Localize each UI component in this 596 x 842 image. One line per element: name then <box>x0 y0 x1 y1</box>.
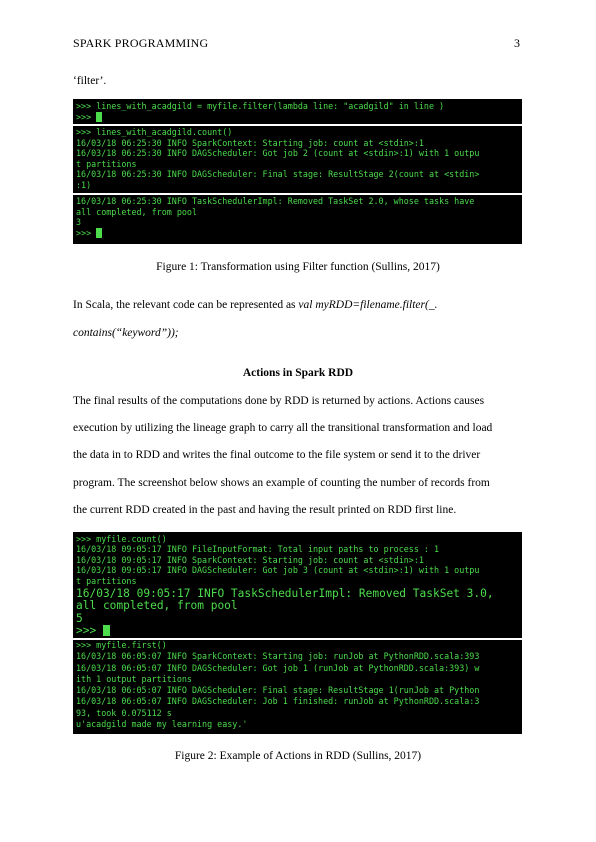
figure2-caption: Figure 2: Example of Actions in RDD (Sullins, 2017) <box>174 750 422 762</box>
terminal-line: t partitions <box>76 575 137 586</box>
figure1-divider <box>73 124 522 126</box>
terminal-line: all completed, from pool <box>76 206 198 217</box>
scala-code-continued: contains(“keyword”)); <box>73 327 179 339</box>
terminal-line: 16/03/18 09:05:17 INFO SparkContext: Starting job: count at <stdin>:1 <box>76 554 424 565</box>
scala-code: val myRDD=filename.filter(_. <box>298 299 438 311</box>
terminal-line: 3 <box>76 217 82 228</box>
figure1-caption: Figure 1: Transformation using Filter function (Sullins, 2017) <box>156 261 440 273</box>
terminal-line: 16/03/18 06:25:30 INFO DAGScheduler: Got job 2 (count at <stdin>:1) with 1 outpu <box>76 148 480 159</box>
body-line: the data in to RDD and writes the final outcome to the file system or send it to the driver <box>73 449 481 461</box>
figure2-block1 <box>76 534 479 586</box>
cursor-icon <box>96 228 102 238</box>
terminal-line: 16/03/18 09:05:17 INFO FileInputFormat: Total input paths to process : 1 <box>76 544 440 555</box>
cursor-icon <box>103 625 110 636</box>
terminal-line: 16/03/18 06:05:07 INFO DAGScheduler: Job 1 finished: runJob at PythonRDD.scala:3 <box>76 696 480 707</box>
terminal-line: >>> lines_with_acadgild = myfile.filter(lambda line: "acadgild" in line ) <box>76 101 445 111</box>
terminal-line: 16/03/18 06:05:07 INFO DAGScheduler: Final stage: ResultStage 1(runJob at Python <box>76 685 480 696</box>
page-number: 3 <box>514 36 520 50</box>
terminal-line: 16/03/18 06:05:07 INFO SparkContext: Starting job: runJob at PythonRDD.scala:393 <box>76 651 480 662</box>
body-line: program. The screenshot below shows an example of counting the number of records from <box>73 477 490 489</box>
figure1-block1 <box>76 101 444 122</box>
terminal-prompt: >>> <box>76 112 444 123</box>
terminal-line: 16/03/18 06:25:30 INFO DAGScheduler: Final stage: ResultStage 2(count at <stdin> <box>76 169 480 180</box>
cursor-icon <box>96 112 102 122</box>
terminal-line: :1) <box>76 179 92 190</box>
body-line: the current RDD created in the past and having the result printed on RDD first line. <box>73 504 457 516</box>
body-line: execution by utilizing the lineage graph to carry all the transitional transformation and load <box>73 422 493 434</box>
terminal-line: all completed, from pool <box>76 599 238 613</box>
terminal-line: >>> myfile.first() <box>76 640 167 650</box>
body-line: The final results of the computations done by RDD is returned by actions. Actions causes <box>73 395 485 407</box>
figure2-terminal <box>73 532 522 734</box>
figure1-block3 <box>76 196 474 238</box>
intro-fragment: ‘filter’. <box>73 75 107 87</box>
section-heading: Actions in Spark RDD <box>242 367 354 379</box>
terminal-line: 93, took 0.075112 s <box>76 707 172 718</box>
terminal-line: 16/03/18 06:05:07 INFO DAGScheduler: Got job 1 (runJob at PythonRDD.scala:393) w <box>76 662 480 673</box>
terminal-line: 16/03/18 09:05:17 INFO DAGScheduler: Got job 3 (count at <stdin>:1) with 1 outpu <box>76 565 480 576</box>
terminal-prompt: >>> <box>76 228 474 239</box>
terminal-line: t partitions <box>76 158 137 169</box>
figure1-terminal <box>73 99 522 244</box>
terminal-line: >>> myfile.count() <box>76 534 167 544</box>
terminal-line: ith 1 output partitions <box>76 673 192 684</box>
terminal-line: 16/03/18 06:25:30 INFO TaskSchedulerImpl: Removed TaskSet 2.0, whose tasks have <box>76 196 475 206</box>
terminal-line: u'acadgild made my learning easy.' <box>76 719 248 730</box>
terminal-prompt: >>> <box>76 625 494 637</box>
figure1-block2 <box>76 127 479 191</box>
terminal-line: 16/03/18 09:05:17 INFO TaskSchedulerImpl: Removed TaskSet 3.0, <box>76 587 494 600</box>
figure2-block2 <box>76 640 479 730</box>
terminal-line: >>> lines_with_acadgild.count() <box>76 127 233 137</box>
terminal-line: 5 <box>76 611 83 625</box>
running-head: SPARK PROGRAMMING <box>73 36 209 50</box>
terminal-line: 16/03/18 06:25:30 INFO SparkContext: Starting job: count at <stdin>:1 <box>76 137 424 148</box>
figure1-divider <box>73 193 522 195</box>
scala-paragraph-line1: In Scala, the relevant code can be represented as val myRDD=filename.filter(_. <box>73 299 438 311</box>
figure2-block1-large <box>76 588 494 638</box>
